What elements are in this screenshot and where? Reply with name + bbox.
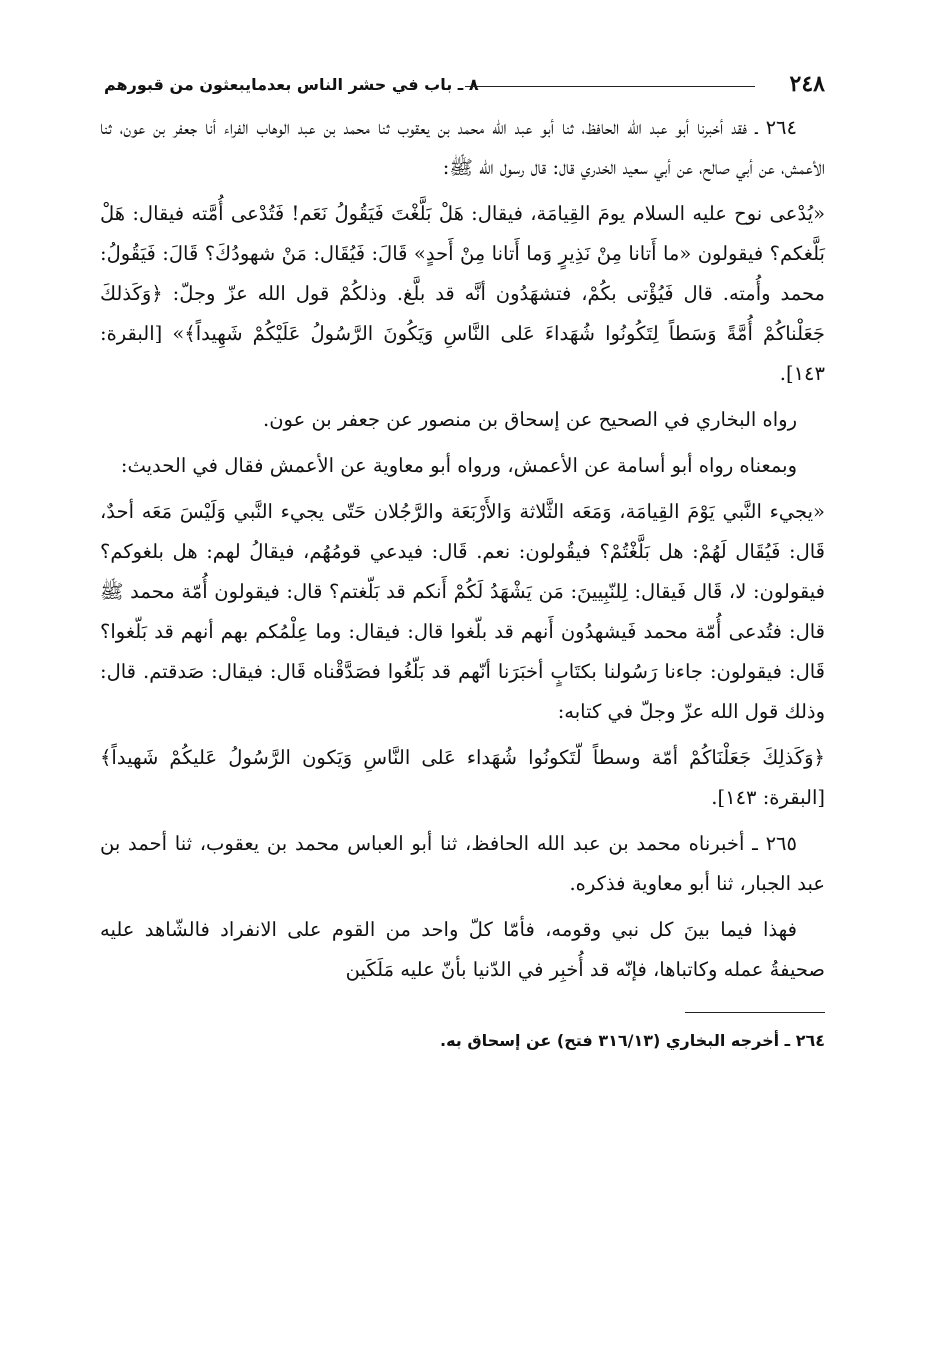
hadith-264-matn: «يُدْعى نوح عليه السلام يومَ القِيامَة، فيقال: هَلْ بَلَّغْتَ فَيَقُولُ نَعَم! فَتُدْعى أُمَّته فيقال: هَلْ بَلَّغكم؟ فيقولون «ما أَتانا مِنْ نَذِيرٍ وَما أَتانا مِنْ أَحدٍ» قَالَ: فَيُقَال: مَنْ شهودُكَ؟ قَالَ: فَيَقُولُ: محمد وأُمته. قال فَيُؤْتى بكُمْ، فتشهَدُون أنَّه قد بلَّغ. وذلكُمْ قول الله عزّ وجلّ: ﴿وَكَذلكَ جَعَلْناكُمْ أُمَّةً وَسَطاً لِتَكُونُوا شُهَداءَ عَلى النَّاسِ وَيَكُونَ الرَّسُولُ عَلَيْكُمْ شَهِيداً﴾» [البقرة: ١٤٣]. [100, 202, 825, 385]
page-header [100, 60, 825, 108]
footnote-divider [685, 1012, 825, 1013]
main-text [100, 108, 825, 990]
hadith-265-isnad: ٢٦٥ ـ أخبرناه محمد بن عبد الله الحافظ، ثنا أبو العباس محمد بن يعقوب، ثنا أحمد بن عبد الجبار، ثنا أبو معاوية فذكره. [100, 832, 825, 895]
page-number: ٢٤٨ [789, 71, 825, 97]
hadith-264-isnad: ٢٦٤ ـ فقد أخبرنا أبو عبد الله الحافظ، ثنا أبو عبد الله محمد بن يعقوب ثنا محمد بن عبد الوهاب الفراء أنا جعفر بن عون، ثنا الأعمش، عن أبي صالح، عن أبي سعيد الخدري قال: قال رسول الله ﷺ: [100, 116, 825, 179]
quran-verse-baqara-143: ﴿وَكَذلِكَ جَعَلْنَاكُمْ أمّة وسطاً لّتَكونُوا شُهَداء عَلى النَّاسِ وَيَكون الرَّسُولُ عَليكُمْ شَهيداً﴾ [البقرة: ١٤٣]. [100, 746, 825, 809]
commentary-paragraph: فهذا فيما بينَ كل نبي وقومه، فأمّا كلّ واحد من القوم على الانفراد فالشّاهد عليه صحيفةُ عمله وكاتباها، فإنّه قد أُخبِر في الدّنيا بأنّ عليه مَلَكَين [100, 918, 825, 981]
book-page [100, 60, 825, 1310]
abu-muawiya-note: وبمعناه رواه أبو أسامة عن الأعمش، ورواه أبو معاوية عن الأعمش فقال في الحديث: [120, 454, 797, 477]
header-divider [465, 86, 755, 87]
abu-muawiya-hadith: «يجيء النَّبي يَوْمَ القِيامَة، وَمَعَه الثَّلاثة وَالأَرْبَعَة والرَّجُلان حَتّى يجيء النَّبي وَلَيْسَ مَعَه أحدٌ، قَال: فَيُقَال لَهُمْ: هل بَلَّغْتُمْ؟ فيقُولون: نعم. قَال: فيدعي قومُهُم، فيقالُ لهم: هل بلغوكم؟ فيقولون: لا، قَال فَيقال: لِلنّبِيينَ: مَن يَشْهَدُ لَكُمْ أَنكم قد بَلّغتم؟ قال: فيقولون أُمّة محمد ﷺ قال: فتُدعى أُمّة محمد فَيشهدُون أَنهم قد بلّغوا قال: فيقال: وما عِلْمُكم بهم أنهم قد بَلّغوا؟ قَال: فيقولون: جاءنا رَسُولنا بكتَابٍ أخبَرَنا أنّهم قد بَلّغُوا فصَدَّقْناه قَال: فيقال: صَدقتم. قال: وذلك قول الله عزّ وجلّ في كتابه: [100, 500, 825, 723]
footnote-264: ٢٦٤ ـ أخرجه البخاري (٣١٦/١٣ فتح) عن إسحاق به. [440, 1031, 825, 1050]
bukhari-reference: رواه البخاري في الصحيح عن إسحاق بن منصور عن جعفر بن عون. [263, 408, 797, 431]
running-title: ٨ ـ باب في حشر الناس بعدمايبعثون من قبورهم [104, 74, 479, 94]
